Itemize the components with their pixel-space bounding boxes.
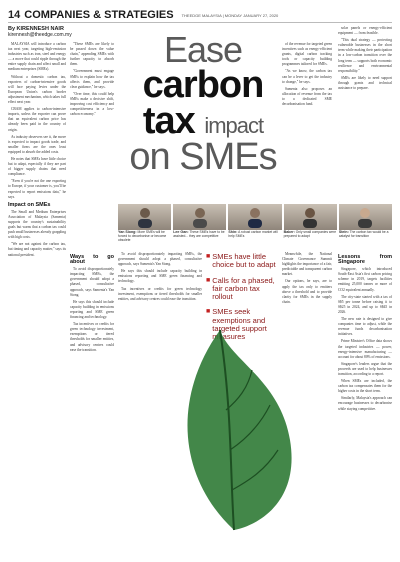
paragraph: Tax incentives or credits for green technology investment, exemptions or tiered thresholds for smaller entities, and advisory centres could ease the transition. [118, 286, 202, 301]
paragraph: Meanwhile, the National Climate Governance Summit highlights the importance of a fair, predictable and transparent carbon market. [282, 252, 332, 277]
paragraph: Singapore, which introduced South-East Asia's first carbon pricing scheme in 2019, targets facilities emitting 25,000 tonnes or more of CO2 equivalent annually. [338, 267, 392, 292]
section-title: COMPANIES & STRATEGIES [24, 9, 174, 21]
photo-caption: Baker: Only small companies were prepared to adapt [283, 230, 337, 238]
article-column-4 [282, 42, 332, 109]
article-column-3 [118, 252, 202, 304]
paragraph: "Government must engage SMEs to explain how the tax affects them, and provide clear guidance," he says. [70, 69, 114, 89]
paragraph: To avoid disproportionately impacting SMEs, the government should adopt a phased, consultative approach, says Samenta's Yan Siong. [118, 252, 202, 267]
headline-impact: impact [204, 113, 264, 138]
paragraph: As industry observers see it, the move is expected to impact goods trade, and smaller firms are the ones least equipped to absorb the added costs. [8, 134, 66, 154]
article-column-4-lower [282, 252, 332, 307]
photo-caption: Stein: The carbon tax would be a catalyst for transition [338, 230, 389, 238]
pull-quote: ■ SMEs have little choice but to adapt [206, 252, 276, 270]
bullet-icon: ■ [206, 308, 211, 316]
bullet-icon: ■ [206, 276, 211, 284]
paragraph: CBAM applies to carbon-intensive imports, unless the exporter can prove that an equivalent carbon price has already been paid in the country of origin. [8, 107, 66, 132]
paragraph: Without a domestic carbon tax, exporters of carbon-intensive goods will face paying levies under the European Union's carbon border adjustment mechanism, which takes full effect next year. [8, 74, 66, 105]
article-column-5 [338, 26, 392, 93]
headline [118, 29, 288, 178]
paragraph: The Small and Medium Enterprises Association of Malaysia (Samenta) supports the country's sustainability goals but warns that a carbon tax could push small businesses already grappling with high costs. [8, 209, 66, 240]
paragraph: Similarly, Malaysia's approach can encourage businesses to decarbonise while staying competitive. [338, 396, 392, 411]
pull-quote: ■ Calls for a phased, fair carbon tax rollout [206, 275, 275, 302]
paragraph: SMEs are likely to need support through grants and technical assistance to prepare. [338, 75, 392, 91]
headline-line-4: on SMEs [129, 136, 277, 178]
portrait-image [118, 204, 171, 230]
paragraph: Our options, he says, are to apply the tax only to emitters above a threshold and to provide clarity for SMEs in the supply chain. [282, 279, 332, 304]
paragraph: The new rate is designed to give companies time to adjust, while the revenue funds decarbonisation initiatives. [338, 317, 392, 337]
photo-card [118, 204, 171, 246]
paragraph: MALAYSIA will introduce a carbon tax next year, targeting high-emission industries such as iron, steel and energy — a move that could ripple through the entire supply chain and affect small and medium enterprises (SMEs). [8, 42, 66, 72]
subheading: Ways to go about [70, 254, 114, 266]
headline-tax: tax [142, 100, 195, 142]
portrait-image [228, 204, 281, 230]
paragraph: "We are not against the carbon tax, but timing and capacity matter," says its national president. [8, 242, 66, 257]
photo-caption: Yan Siong: More SMEs will be forced to decarbonise or become obsolete [118, 230, 167, 242]
paragraph: He says this should include capacity building in emissions reporting and SME green financing and technology. [70, 299, 114, 320]
article-column-2 [70, 42, 114, 119]
paragraph: Tax incentives or credits for green technology investment, exemptions or tiered thresholds for smaller entities, and advisory centres could ease the transition. [70, 322, 114, 352]
photo-card [228, 204, 281, 246]
paragraph: Prime Minister's Office data shows the targeted industries — power, energy-intensive manufacturing — account for about 80% of emissions. [338, 339, 392, 359]
photo-card [173, 204, 226, 246]
headline-line-1: Ease [163, 29, 243, 70]
article-column-5-lower [338, 252, 392, 414]
subheading: Lessons from Singapore [338, 254, 392, 266]
portrait-image [339, 204, 392, 230]
paragraph: "These SMEs are likely to be passed down the value chain," appending SMEs with further capacity to absorb them. [70, 42, 114, 67]
paragraph: When SMEs are included, the carbon tax compensates them for the higher costs in the short term. [338, 379, 392, 394]
paragraph: Singapore's leaders argue that the proceeds are used to help businesses transition, according to a report. [338, 361, 392, 376]
paragraph: "Over time, this could help SMEs make a decisive shift, improving cost efficiency and competitiveness in a low-carbon economy." [70, 91, 114, 117]
subheading: Impact on SMEs [8, 201, 51, 208]
paragraph: He notes that SMEs have little choice but to adapt, especially if they are part of bigger supply chains that need compliance. [8, 156, 66, 177]
portrait-image [173, 204, 226, 230]
paragraph: solar panels or energy-efficient equipment — from feasible. [338, 26, 392, 36]
photo-caption: Lee Gan: These SMEs have to be assisted... they are competitive [173, 230, 225, 238]
page-number: 14 [8, 9, 21, 21]
photo-row [118, 204, 392, 246]
photo-card [339, 204, 392, 246]
headline-line-2: carbon [142, 64, 264, 106]
article-column-2-lower [70, 252, 114, 355]
paragraph: He says this should include capacity building in emissions reporting and SME green financing and technology. [118, 269, 202, 284]
byline-email: kirennesh@theedge.com.my [8, 32, 72, 38]
paragraph: The city-state started with a tax of S$5 per tonne before raising it to S$25 in 2024, and up to S$45 in 2026. [338, 294, 392, 314]
portrait-image [284, 204, 337, 230]
headline-line-3 [118, 102, 288, 140]
paragraph: Samenta also proposes an allocation of revenue from the tax to a dedicated SME decarbonisation fund. [282, 86, 332, 107]
masthead: THEEDGE MALAYSIA | MONDAY JANUARY 27, 2020 [181, 12, 279, 18]
bullet-icon: ■ [206, 253, 211, 260]
byline-name: By KIRENNESH NAIR [8, 26, 64, 32]
photo-card [284, 204, 337, 246]
byline [8, 26, 72, 38]
paragraph: of the revenue for targeted green incentives such as energy-efficient grants, digital carbon tracking tools or capacity building programmes tailored for SMEs. [282, 42, 332, 67]
paragraph: "This dual strategy — protecting vulnerable businesses in the short term while making their participation in a low-carbon transition over the long term — supports both economic resilience and environmental responsibility." [338, 38, 392, 73]
paragraph: "Even if you're not the one exporting to Europe, if your customer is, you'll be expected to report emissions data," he says. [8, 179, 66, 199]
article-column-1 [8, 42, 66, 260]
leaf-illustration [160, 300, 308, 540]
pull-quote: ■ SMEs seek exemptions and targeted support measures [206, 307, 267, 342]
page-header [8, 8, 392, 23]
photo-caption: Shin: A robust carbon market will help SMEs [228, 230, 278, 238]
paragraph: "As we know, the carbon tax can be a lever to get the industry to change," he says. [282, 69, 332, 84]
paragraph: To avoid disproportionately impacting SMEs, the government should adopt a phased, consultative approach, says Samenta's Yan Siong. [70, 267, 114, 297]
